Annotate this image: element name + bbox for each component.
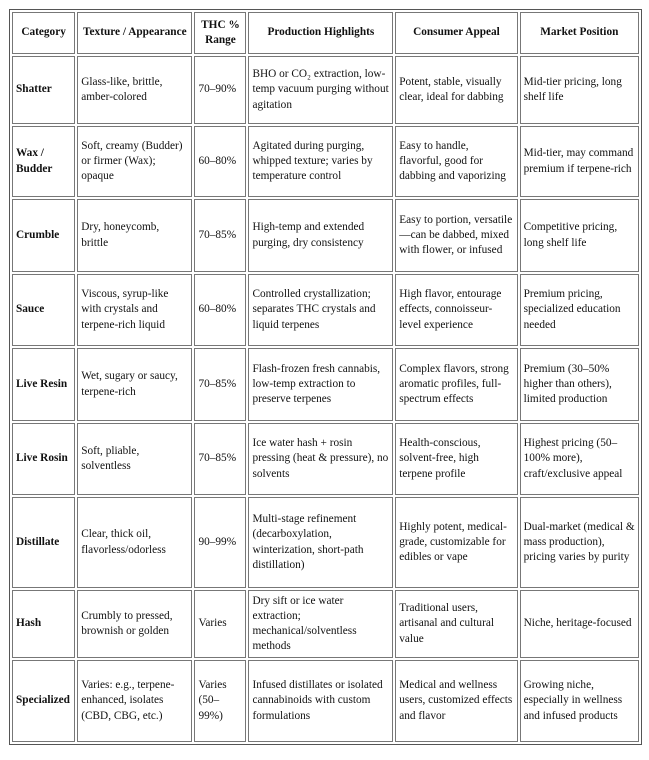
header-thc-range: THC % Range xyxy=(194,12,246,54)
table-row xyxy=(12,590,639,658)
appeal-cell: Easy to handle, flavorful, good for dabbing and vaporizing xyxy=(395,126,517,197)
production-cell: BHO or CO₂ extraction, low-temp vacuum purging without agitation xyxy=(248,56,393,124)
category-cell: Wax / Budder xyxy=(12,126,75,197)
category-cell: Shatter xyxy=(12,56,75,124)
table-row xyxy=(12,274,639,346)
appeal-cell: Highly potent, medical-grade, customizable for edibles or vape xyxy=(395,497,517,588)
table-row xyxy=(12,126,639,197)
thc-cell: 60–80% xyxy=(194,126,246,197)
market-cell: Premium (30–50% higher than others), limited production xyxy=(520,348,639,421)
document-page xyxy=(9,9,642,745)
category-cell: Live Rosin xyxy=(12,423,75,495)
header-consumer-appeal: Consumer Appeal xyxy=(395,12,517,54)
thc-cell: Varies xyxy=(194,590,246,658)
table-row xyxy=(12,660,639,742)
texture-cell: Soft, creamy (Budder) or firmer (Wax); opaque xyxy=(77,126,192,197)
thc-cell: 70–85% xyxy=(194,423,246,495)
production-cell: Infused distillates or isolated cannabinoids with custom formulations xyxy=(248,660,393,742)
texture-cell: Viscous, syrup-like with crystals and terpene-rich liquid xyxy=(77,274,192,346)
production-cell: Agitated during purging, whipped texture; varies by temperature control xyxy=(248,126,393,197)
production-cell: Flash-frozen fresh cannabis, low-temp extraction to preserve terpenes xyxy=(248,348,393,421)
texture-cell: Crumbly to pressed, brownish or golden xyxy=(77,590,192,658)
production-cell: Dry sift or ice water extraction; mechanical/solventless methods xyxy=(248,590,393,658)
market-cell: Dual-market (medical & mass production), pricing varies by purity xyxy=(520,497,639,588)
category-cell: Live Resin xyxy=(12,348,75,421)
category-cell: Sauce xyxy=(12,274,75,346)
header-texture: Texture / Appearance xyxy=(77,12,192,54)
texture-cell: Varies: e.g., terpene-enhanced, isolates (CBD, CBG, etc.) xyxy=(77,660,192,742)
header-category: Category xyxy=(12,12,75,54)
appeal-cell: Medical and wellness users, customized effects and flavor xyxy=(395,660,517,742)
texture-cell: Glass-like, brittle, amber-colored xyxy=(77,56,192,124)
market-cell: Mid-tier pricing, long shelf life xyxy=(520,56,639,124)
header-market-position: Market Position xyxy=(520,12,639,54)
table-row xyxy=(12,348,639,421)
appeal-cell: Health-conscious, solvent-free, high terpene profile xyxy=(395,423,517,495)
category-cell: Distillate xyxy=(12,497,75,588)
production-cell: Controlled crystallization; separates THC crystals and liquid terpenes xyxy=(248,274,393,346)
market-cell: Highest pricing (50–100% more), craft/exclusive appeal xyxy=(520,423,639,495)
thc-cell: 70–90% xyxy=(194,56,246,124)
table-row xyxy=(12,423,639,495)
market-cell: Competitive pricing, long shelf life xyxy=(520,199,639,272)
appeal-cell: High flavor, entourage effects, connoisseur-level experience xyxy=(395,274,517,346)
category-cell: Specialized xyxy=(12,660,75,742)
thc-cell: 60–80% xyxy=(194,274,246,346)
thc-cell: Varies (50–99%) xyxy=(194,660,246,742)
market-cell: Premium pricing, specialized education needed xyxy=(520,274,639,346)
market-cell: Growing niche, especially in wellness and infused products xyxy=(520,660,639,742)
category-cell: Hash xyxy=(12,590,75,658)
appeal-cell: Traditional users, artisanal and cultural value xyxy=(395,590,517,658)
table-row xyxy=(12,199,639,272)
production-cell: Multi-stage refinement (decarboxylation, winterization, short-path distillation) xyxy=(248,497,393,588)
table-header-row xyxy=(12,12,639,54)
production-cell: Ice water hash + rosin pressing (heat & pressure), no solvents xyxy=(248,423,393,495)
appeal-cell: Complex flavors, strong aromatic profiles, full-spectrum effects xyxy=(395,348,517,421)
header-production: Production Highlights xyxy=(248,12,393,54)
production-cell: High-temp and extended purging, dry consistency xyxy=(248,199,393,272)
thc-cell: 70–85% xyxy=(194,199,246,272)
texture-cell: Wet, sugary or saucy, terpene-rich xyxy=(77,348,192,421)
table-row xyxy=(12,497,639,588)
appeal-cell: Easy to portion, versatile—can be dabbed, mixed with flower, or infused xyxy=(395,199,517,272)
thc-cell: 90–99% xyxy=(194,497,246,588)
appeal-cell: Potent, stable, visually clear, ideal for dabbing xyxy=(395,56,517,124)
concentrates-comparison-table xyxy=(9,9,642,745)
texture-cell: Soft, pliable, solventless xyxy=(77,423,192,495)
market-cell: Niche, heritage-focused xyxy=(520,590,639,658)
texture-cell: Dry, honeycomb, brittle xyxy=(77,199,192,272)
thc-cell: 70–85% xyxy=(194,348,246,421)
category-cell: Crumble xyxy=(12,199,75,272)
table-row xyxy=(12,56,639,124)
market-cell: Mid-tier, may command premium if terpene-rich xyxy=(520,126,639,197)
texture-cell: Clear, thick oil, flavorless/odorless xyxy=(77,497,192,588)
